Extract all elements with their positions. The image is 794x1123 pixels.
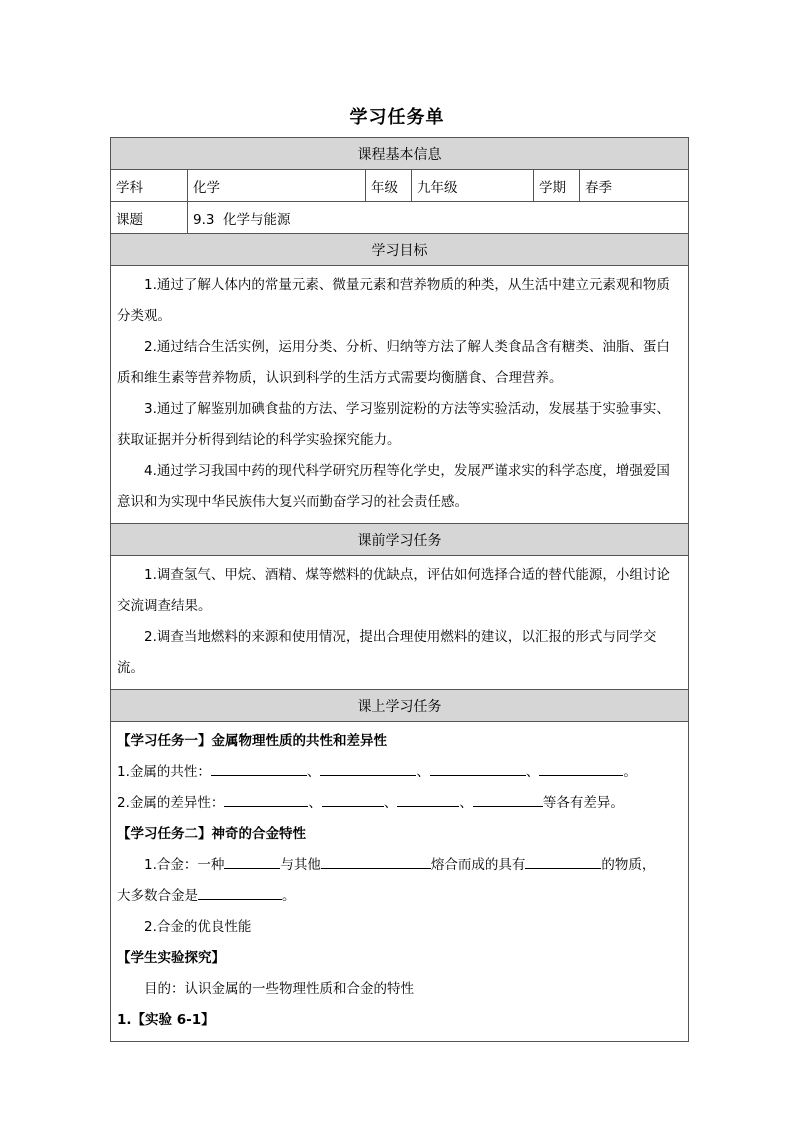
answer-blank[interactable] [397, 790, 459, 807]
end-period: 。 [282, 888, 296, 904]
experiment-1-label: 1.【实验 6-1】 [117, 1012, 215, 1028]
goals-cell [111, 266, 689, 524]
section-title-basic: 课程基本信息 [111, 138, 689, 170]
alloy-text-b: 与其他 [280, 857, 321, 873]
task2-heading: 【学习任务二】神奇的合金特性 [117, 826, 306, 842]
answer-blank[interactable] [430, 759, 526, 776]
separator: 、 [525, 764, 540, 780]
separator: 、 [306, 764, 321, 780]
answer-blank[interactable] [224, 790, 308, 807]
section-header-basic [111, 138, 689, 170]
separator: 、 [459, 795, 473, 811]
separator: 、 [308, 795, 322, 811]
basic-info-row [111, 170, 689, 202]
task-sheet-table [110, 137, 689, 1042]
q2-suffix: 等各有差异。 [542, 795, 624, 811]
answer-blank[interactable] [320, 759, 416, 776]
answer-blank[interactable] [321, 852, 431, 869]
in-class-row [111, 722, 689, 1042]
q1-prefix: 1.金属的共性： [117, 764, 211, 780]
goal-item: 2.通过结合生活实例，运用分类、分析、归纳等方法了解人类食品含有糖类、油脂、蛋白质和维生素等营养物质，认识到科学的生活方式需要均衡膳食、合理营养。 [117, 339, 670, 386]
alloy-definition-question [117, 850, 682, 881]
pre-task-item: 1.调查氢气、甲烷、酒精、煤等燃料的优缺点，评估如何选择合适的替代能源，小组讨论交流调查结果。 [117, 567, 670, 614]
alloy-text-d: 的物质， [601, 857, 656, 873]
alloy-text-a: 1.合金：一种 [144, 857, 225, 873]
separator: 、 [383, 795, 398, 811]
subject-label: 学科 [111, 170, 188, 202]
separator: 、 [416, 764, 430, 780]
alloy-text-c: 熔合而成的具有 [430, 857, 526, 873]
experiment-heading: 【学生实验探究】 [117, 950, 225, 966]
answer-blank[interactable] [322, 790, 384, 807]
alloy-advantages: 2.合金的优良性能 [144, 919, 252, 935]
task1-heading: 【学习任务一】金属物理性质的共性和差异性 [117, 733, 387, 749]
answer-blank[interactable] [198, 883, 282, 900]
grade-label: 年级 [366, 170, 412, 202]
goal-item: 4.通过学习我国中药的现代科学研究历程等化学史，发展严谨求实的科学态度，增强爱国意识和为实现中华民族伟大复兴而勤奋学习的社会责任感。 [117, 463, 670, 510]
goal-item: 3.通过了解鉴别加碘食盐的方法、学习鉴别淀粉的方法等实验活动，发展基于实验事实、获取证据并分析得到结论的科学实验探究能力。 [117, 401, 670, 448]
section-title-goals: 学习目标 [111, 234, 689, 266]
end-period: 。 [623, 764, 637, 780]
section-title-pre-class: 课前学习任务 [111, 524, 689, 556]
section-title-in-class: 课上学习任务 [111, 690, 689, 722]
pre-class-row [111, 556, 689, 690]
pre-class-cell [111, 556, 689, 690]
section-header-pre-class [111, 524, 689, 556]
in-class-cell [111, 722, 689, 1042]
q2-prefix: 2.金属的差异性： [117, 795, 225, 811]
section-header-goals [111, 234, 689, 266]
term-label: 学期 [534, 170, 580, 202]
answer-blank[interactable] [525, 852, 601, 869]
goal-item: 1.通过了解人体内的常量元素、微量元素和营养物质的种类，从生活中建立元素观和物质分类观。 [117, 277, 670, 324]
answer-blank[interactable] [539, 759, 623, 776]
answer-blank[interactable] [473, 790, 543, 807]
grade-value: 九年级 [412, 170, 534, 202]
alloy-majority-question [117, 881, 682, 912]
goals-row [111, 266, 689, 524]
metal-commonality-question [117, 757, 682, 788]
topic-value: 9.3 化学与能源 [188, 202, 689, 234]
section-header-in-class [111, 690, 689, 722]
metal-difference-question [117, 788, 682, 819]
experiment-purpose: 目的：认识金属的一些物理性质和合金的特性 [144, 981, 414, 997]
page-title: 学习任务单 [349, 107, 445, 128]
subject-value: 化学 [188, 170, 366, 202]
topic-label: 课题 [111, 202, 188, 234]
answer-blank[interactable] [211, 759, 307, 776]
alloy-text-e: 大多数合金是 [117, 888, 198, 904]
topic-row [111, 202, 689, 234]
term-value: 春季 [580, 170, 689, 202]
answer-blank[interactable] [224, 852, 280, 869]
pre-task-item: 2.调查当地燃料的来源和使用情况，提出合理使用燃料的建议，以汇报的形式与同学交流。 [117, 629, 657, 676]
